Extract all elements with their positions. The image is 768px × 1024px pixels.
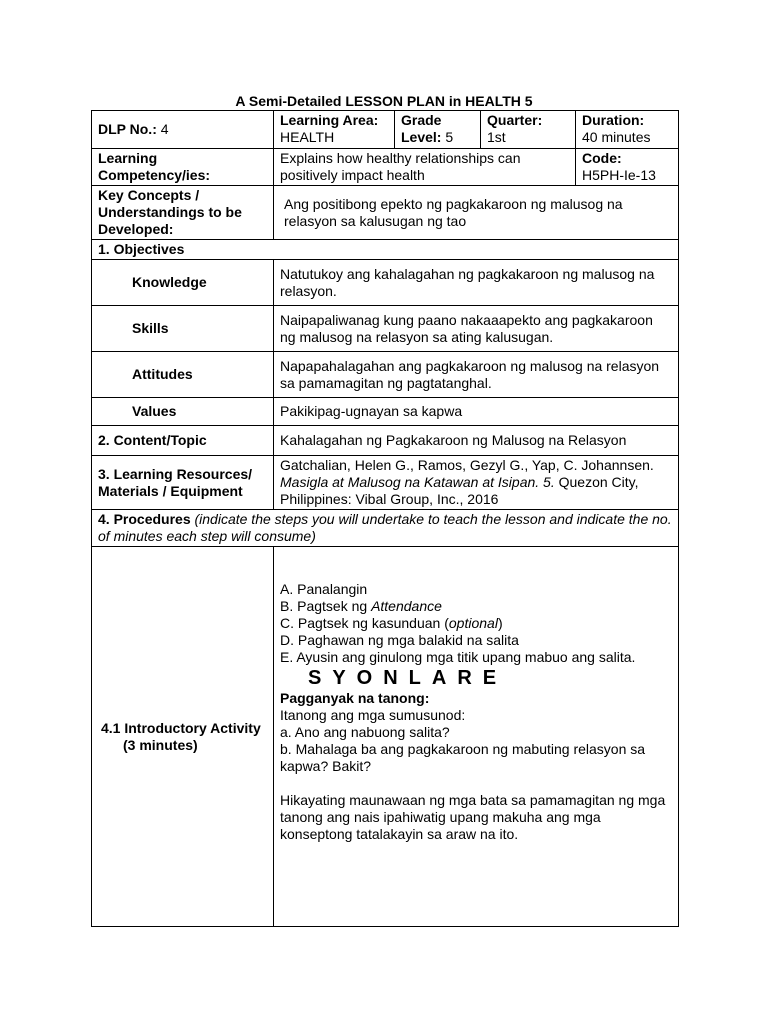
intro-activity-label: 4.1 Introductory Activity [101, 719, 261, 736]
closing-text: Hikayating maunawaan ng mga bata sa pamamagitan ng mga tanong ang nais ipahiwatig upang makuha ang mga konseptong tatalakayin sa araw na ito. [280, 792, 666, 842]
procedures-row [92, 510, 679, 547]
quarter-value: 1st [487, 129, 506, 145]
dlp-value: 4 [160, 121, 169, 137]
resources-book-title: Masigla at Malusog na Katawan at Isipan. 5. [280, 474, 555, 490]
grade-value: 5 [445, 129, 454, 145]
pagganyak-heading: Pagganyak na tanong: [280, 690, 430, 706]
values-row [92, 398, 679, 426]
values-label: Values [92, 398, 274, 426]
duration-label: Duration: [582, 112, 645, 128]
quarter-cell [481, 111, 576, 149]
skills-text: Naipapaliwanag kung paano nakaaapekto ang pagkakaroon ng malusog na relasyon sa ating kalusugan. [274, 306, 679, 352]
resources-text [274, 456, 679, 510]
resources-publisher: Quezon City, Philippines: Vibal Group, Inc., 2016 [280, 474, 639, 507]
quarter-label: Quarter: [487, 112, 543, 128]
knowledge-text: Natutukoy ang kahalagahan ng pagkakaroon ng malusog na relasyon. [274, 260, 679, 306]
key-concepts-row [92, 186, 679, 240]
duration-cell [576, 111, 679, 149]
question-intro: Itanong ang mga sumusunod: [280, 707, 466, 723]
intro-activity-content [274, 547, 679, 927]
code-cell [576, 149, 679, 186]
scrambled-word: SYONLARE [308, 667, 508, 689]
attitudes-label: Attitudes [92, 352, 274, 398]
objectives-heading: 1. Objectives [92, 240, 679, 260]
values-text: Pakikipag-ugnayan sa kapwa [274, 398, 679, 426]
resources-row [92, 456, 679, 510]
code-label: Code: [582, 150, 622, 166]
objectives-row [92, 240, 679, 260]
key-concepts-label: Key Concepts / Understandings to be Developed: [92, 186, 274, 240]
intro-activity-label-cell [92, 547, 274, 927]
knowledge-label: Knowledge [92, 260, 274, 306]
document-title: A Semi-Detailed LESSON PLAN in HEALTH 5 [235, 93, 533, 109]
competency-text: Explains how healthy relationships can positively impact health [274, 149, 576, 186]
duration-value: 40 minutes [582, 129, 651, 145]
intro-activity-row [92, 547, 679, 927]
learning-area-cell [274, 111, 395, 149]
attitudes-text: Napapahalagahan ang pagkakaroon ng malusog na relasyon sa pamamagitan ng pagtatanghal. [274, 352, 679, 398]
content-text: Kahalagahan ng Pagkakaroon ng Malusog na Relasyon [274, 426, 679, 456]
dlp-cell [92, 111, 274, 149]
competency-row [92, 149, 679, 186]
question-a: a. Ano ang nabuong salita? [280, 724, 450, 740]
grade-label: Grade [401, 112, 442, 128]
step-d: D. Paghawan ng mga balakid na salita [280, 632, 519, 648]
step-c: C. Pagtsek ng kasunduan (optional) [280, 615, 503, 631]
content-label: 2. Content/Topic [92, 426, 274, 456]
attitudes-row [92, 352, 679, 398]
dlp-label: DLP No.: [98, 121, 157, 137]
grade-level-cell [395, 111, 481, 149]
header-row [92, 111, 679, 149]
content-row [92, 426, 679, 456]
question-b: b. Mahalaga ba ang pagkakaroon ng mabuting relasyon sa kapwa? Bakit? [280, 741, 646, 774]
key-concepts-text: Ang positibong epekto ng pagkakaroon ng malusog na relasyon sa kalusugan ng tao [274, 186, 679, 240]
intro-activity-time: (3 minutes) [123, 736, 198, 753]
skills-row [92, 306, 679, 352]
skills-label: Skills [92, 306, 274, 352]
step-b: B. Pagtsek ng Attendance [280, 598, 442, 614]
learning-area-value: HEALTH [280, 129, 335, 145]
level-label: Level: [401, 129, 442, 145]
step-a: A. Panalangin [280, 581, 368, 597]
resources-label: 3. Learning Resources/ Materials / Equipment [92, 456, 274, 510]
procedures-label: 4. Procedures [98, 511, 191, 527]
learning-area-label: Learning Area: [280, 112, 379, 128]
code-value: H5PH-Ie-13 [582, 167, 656, 183]
procedures-note: (indicate the steps you will undertake to teach the lesson and indicate the no. of minutes each step will consume) [98, 511, 672, 544]
procedures-cell [92, 510, 679, 547]
resources-authors: Gatchalian, Helen G., Ramos, Gezyl G., Yap, C. Johannsen. [280, 457, 654, 473]
lesson-plan-table [91, 110, 679, 927]
step-e: E. Ayusin ang ginulong mga titik upang mabuo ang salita. [280, 649, 636, 665]
knowledge-row [92, 260, 679, 306]
competency-label: Learning Competency/ies: [92, 149, 274, 186]
